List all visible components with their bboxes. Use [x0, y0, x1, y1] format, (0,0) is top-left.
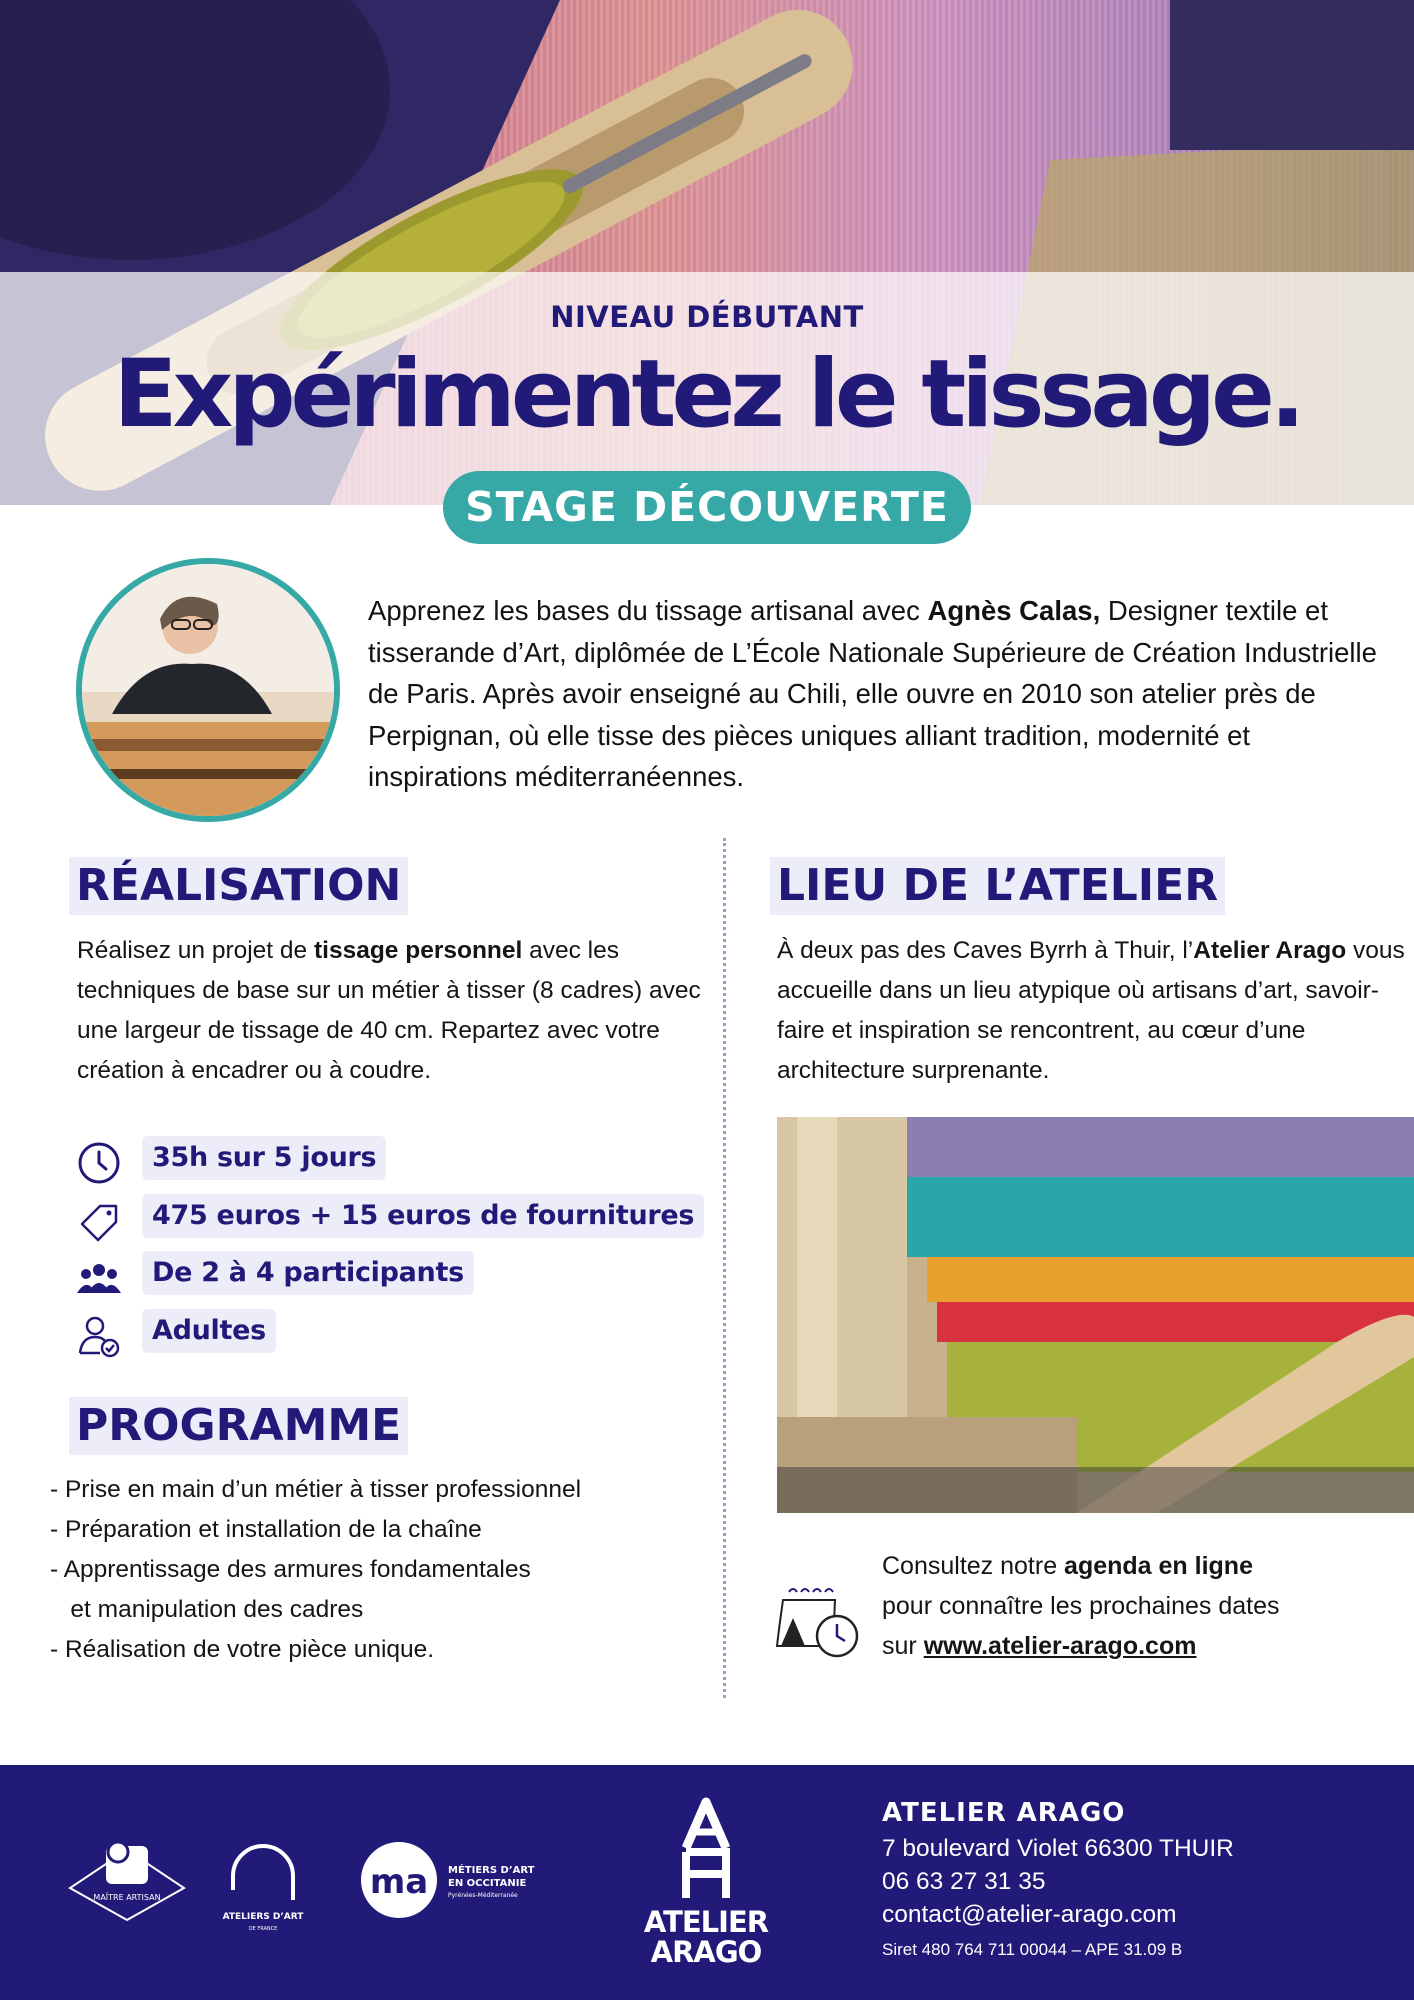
svg-text:MÉTIERS D’ART: MÉTIERS D’ART — [448, 1865, 535, 1876]
svg-text:DE FRANCE: DE FRANCE — [248, 1926, 278, 1932]
level-kicker: NIVEAU DÉBUTANT — [550, 300, 864, 334]
fact-audience — [76, 1309, 696, 1367]
programme-heading: PROGRAMME — [69, 1397, 408, 1455]
fact-label: 475 euros + 15 euros de fournitures — [142, 1194, 704, 1238]
svg-text:EN OCCITANIE: EN OCCITANIE — [448, 1878, 527, 1889]
adult-user-check-icon — [76, 1313, 122, 1359]
loom-weaving-photo — [777, 1117, 1414, 1513]
svg-text:Pyrénées-Méditerranée: Pyrénées-Méditerranée — [448, 1892, 518, 1899]
agenda-callout: Consultez notre agenda en ligne pour connaître les prochaines dates sur www.atelier-arago.com — [882, 1552, 1280, 1660]
fact-price — [76, 1194, 696, 1252]
realisation-text: Réalisez un projet de tissage personnel avec les techniques de base sur un métier à tisser (8 cadres) avec une largeur de tissage de 40 cm. Repartez avec votre création à encadrer ou à coudre. — [77, 937, 701, 1084]
list-item: et manipulation des cadres — [50, 1596, 364, 1623]
instructor-name: Agnès Calas, — [927, 595, 1101, 626]
list-item: - Préparation et installation de la chaîne — [50, 1516, 482, 1543]
ateliers-dart-logo — [218, 1838, 308, 1934]
column-divider — [723, 838, 726, 1698]
svg-text:MAÎTRE ARTISAN: MAÎTRE ARTISAN — [93, 1893, 161, 1902]
stage-badge: STAGE DÉCOUVERTE — [443, 471, 971, 544]
group-icon — [76, 1255, 122, 1301]
fact-participants — [76, 1251, 696, 1309]
programme-list — [50, 1470, 700, 1670]
metiers-dart-occitanie-logo — [360, 1840, 540, 1920]
svg-text:ATELIERS D’ART: ATELIERS D’ART — [222, 1912, 304, 1922]
footer-email[interactable]: contact@atelier-arago.com — [882, 1901, 1177, 1928]
price-tag-icon — [76, 1198, 122, 1244]
website-link[interactable]: www.atelier-arago.com — [923, 1632, 1197, 1660]
calendar-clock-icon — [775, 1578, 861, 1660]
fact-label: 35h sur 5 jours — [142, 1136, 386, 1180]
lieu-text: À deux pas des Caves Byrrh à Thuir, l’Atelier Arago vous accueille dans un lieu atypique où artisans d’art, savoir-faire et inspiration se rencontrent, au cœur d’une architecture surprenante. — [777, 937, 1405, 1084]
footer-phone[interactable]: 06 63 27 31 35 — [882, 1868, 1046, 1895]
svg-text:ma: ma — [369, 1862, 429, 1902]
atelier-arago-logo — [626, 1796, 786, 1968]
fact-duration — [76, 1136, 696, 1194]
svg-text:ATELIER: ATELIER — [643, 1905, 769, 1939]
footer-address: 7 boulevard Violet 66300 THUIR — [882, 1835, 1234, 1862]
list-item: - Apprentissage des armures fondamentales — [50, 1556, 531, 1583]
realisation-heading: RÉALISATION — [69, 857, 408, 915]
maitre-artisan-logo — [66, 1838, 188, 1922]
course-facts — [76, 1136, 696, 1366]
clock-icon — [76, 1140, 122, 1186]
list-item: - Prise en main d’un métier à tisser professionnel — [50, 1476, 582, 1503]
instructor-portrait — [76, 558, 340, 822]
fact-label: Adultes — [142, 1309, 276, 1353]
fact-label: De 2 à 4 participants — [142, 1251, 474, 1295]
intro-paragraph: Apprenez les bases du tissage artisanal avec Agnès Calas, Designer textile et tisserande d’Art, diplômée de L’École Nationale Supérieure de Création Industrielle de Paris. Après avoir enseigné au Chili, elle ouvre en 2010 son atelier près de Perpignan, où elle tisse des pièces uniques alliant tradition, modernité et inspirations méditerranéennes. — [368, 595, 1377, 792]
page-title: Expérimentez le tissage. — [113, 340, 1301, 449]
svg-text:ARAGO: ARAGO — [650, 1935, 762, 1968]
lieu-heading: LIEU DE L’ATELIER — [770, 857, 1225, 915]
footer-company-name: ATELIER ARAGO — [882, 1798, 1126, 1828]
list-item: - Réalisation de votre pièce unique. — [50, 1636, 435, 1663]
footer-legal: Siret 480 764 711 00044 – APE 31.09 B — [882, 1940, 1183, 1959]
